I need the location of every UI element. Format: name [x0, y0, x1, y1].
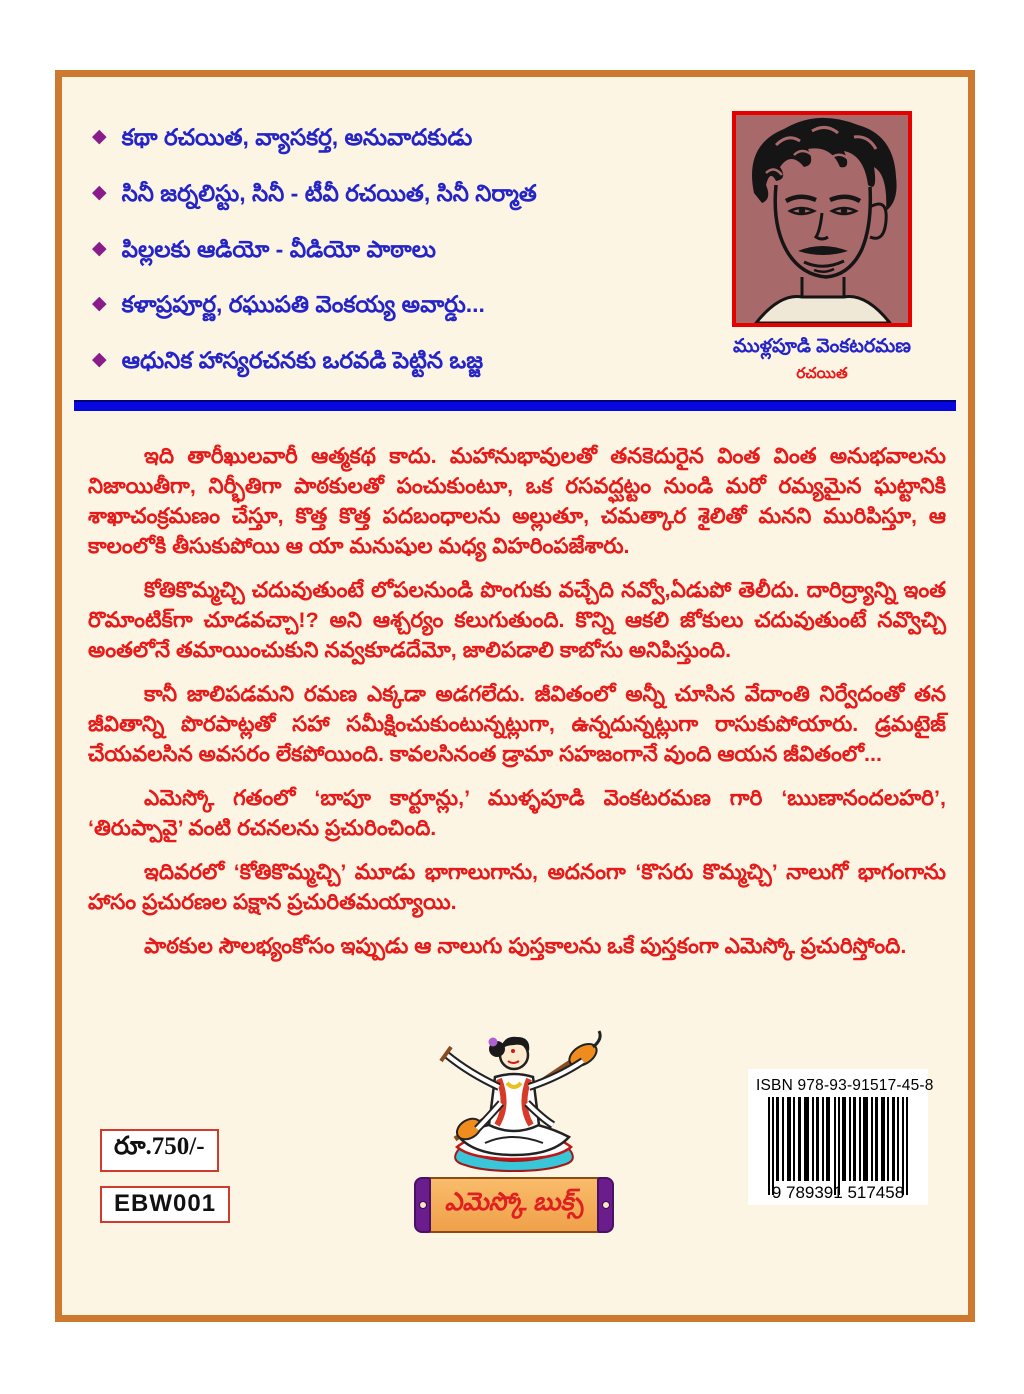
publisher-logo-block	[280, 1021, 748, 1233]
cover-frame	[55, 70, 975, 1322]
top-section	[62, 77, 968, 386]
blurb-paragraph: కోతికొమ్మచ్చి చదువుతుంటే లోపలనుండి పొంగుకు వచ్చేది నవ్వో,ఏడుపో తెలీదు. దారిద్ర్యాన్ని ఇంత రొమాంటిక్‌గా చూడవచ్చా!? అని ఆశ్చర్యం కలుగుతుంది. కొన్ని ఆకలి జోకులు చదువుతుంటే నవ్వొచ్చి అంతలోనే తమాయించుకుని నవ్వకూడదేమో, జాలిపడాలి కాబోసు అనిపిస్తుంది.	[88, 578, 946, 662]
list-item	[92, 179, 708, 208]
blurb-body	[62, 411, 968, 961]
plaque-end-cap	[414, 1177, 431, 1233]
blurb-paragraph: కానీ జాలిపడమని రమణ ఎక్కడా అడగలేదు. జీవితంలో అన్నీ చూసిన వేదాంతి నిర్వేదంతో తన జీవితాన్ని పొరపాట్లతో సహా సమీక్షించుకుంటున్నట్లుగా, ఉన్నదున్నట్లుగా రాసుకుపోయారు. డ్రమటైజ్ చేయవలసిన అవసరం లేకపోయింది. కావలసినంత డ్రామా సహజంగానే వుంది ఆయన జీవితంలో...	[88, 682, 946, 766]
blurb-paragraph: పాఠకుల సౌలభ్యంకోసం ఇప్పుడు ఆ నాలుగు పుస్తకాలను ఒకే పుస్తకంగా ఎమెస్కో ప్రచురిస్తోంది.	[144, 934, 907, 958]
author-name-caption: ముళ్లపూడి వెంకటరమణ	[733, 336, 911, 357]
edition-code-tag: EBW001	[100, 1186, 230, 1223]
ean13-barcode	[756, 1097, 920, 1201]
highlight-text: ఆధునిక హాస్యరచనకు ఒరవడి పెట్టిన ఒజ్జ	[121, 347, 484, 373]
caricature-drawing	[736, 115, 908, 323]
diamond-bullet-icon: ◆	[92, 181, 107, 203]
saraswati-veena-logo-icon	[407, 1021, 621, 1173]
screw-dot-icon	[602, 1201, 610, 1209]
blurb-paragraph: ఇదివరలో ‘కోతికొమ్మచ్చి’ మూడు భాగాలుగాను, అదనంగా ‘కొసరు కొమ్మచ్చి’ నాలుగో భాగంగాను హాసం ప్రచురణల పక్షాన ప్రచురితమయ్యాయి.	[88, 860, 946, 914]
diamond-bullet-icon: ◆	[92, 349, 107, 370]
screw-dot-icon	[419, 1201, 427, 1209]
barcode-block	[748, 1069, 944, 1205]
blue-divider-bar	[74, 400, 956, 411]
author-portrait-block	[708, 105, 936, 386]
publisher-name-label: ఎమెస్కో బుక్స్	[444, 1187, 584, 1216]
list-item	[92, 346, 708, 375]
barcode-digits: 9 789391 517458	[771, 1183, 905, 1201]
author-portrait-image	[732, 111, 912, 327]
list-item	[92, 290, 708, 319]
blurb-paragraph: ఎమెస్కో గతంలో ‘బాపూ కార్టూన్లు,’ ముళ్ళపూడి వెంకటరమణ గారి ‘ఋణానందలహరి’, ‘తిరుప్పావై’ వంటి రచనలను ప్రచురించింది.	[88, 786, 946, 840]
blurb-paragraph: ఇది తారీఖులవారీ ఆత్మకథ కాదు. మహానుభావులతో తనకెదురైన వింత వింత అనుభవాలను నిజాయితీగా, నిర్భీతిగా పాఠకులతో పంచుకుంటూ, ఒక రసవద్ఘట్టం నుండి మరో రమ్యమైన ఘట్టానికి శాఖాచంక్రమణం చేస్తూ, కొత్త కొత్త పదబంధాలను అల్లుతూ, చమత్కార శైలితో మనని మురిపిస్తూ, ఆ కాలంలోకి తీసుకుపోయి ఆ యా మనుషుల మధ్య విహరింపజేశారు.	[88, 444, 946, 558]
isbn-label: ISBN 978-93-91517-45-8	[756, 1077, 934, 1094]
price-tag: రూ.750/-	[100, 1129, 219, 1172]
price-block	[100, 1129, 280, 1223]
diamond-bullet-icon: ◆	[92, 293, 107, 315]
list-item	[92, 235, 708, 264]
footer-section	[62, 1021, 968, 1233]
publisher-name-plaque	[416, 1177, 612, 1233]
author-highlights-list	[92, 105, 708, 386]
highlight-text: కథా రచయిత, వ్యాసకర్త, అనువాదకుడు	[121, 124, 473, 150]
diamond-bullet-icon: ◆	[92, 126, 107, 147]
plaque-end-cap	[597, 1177, 614, 1233]
list-item	[92, 123, 708, 152]
highlight-text: సినీ జర్నలిస్టు, సినీ - టీవీ రచయిత, సినీ నిర్మాత	[121, 179, 537, 206]
highlight-text: పిల్లలకు ఆడియో - వీడియో పాఠాలు	[121, 235, 436, 262]
highlight-text: కళాప్రపూర్ణ, రఘుపతి వెంకయ్య అవార్డు...	[121, 291, 485, 318]
diamond-bullet-icon: ◆	[92, 237, 107, 259]
author-role-caption: రచయిత	[796, 365, 848, 382]
